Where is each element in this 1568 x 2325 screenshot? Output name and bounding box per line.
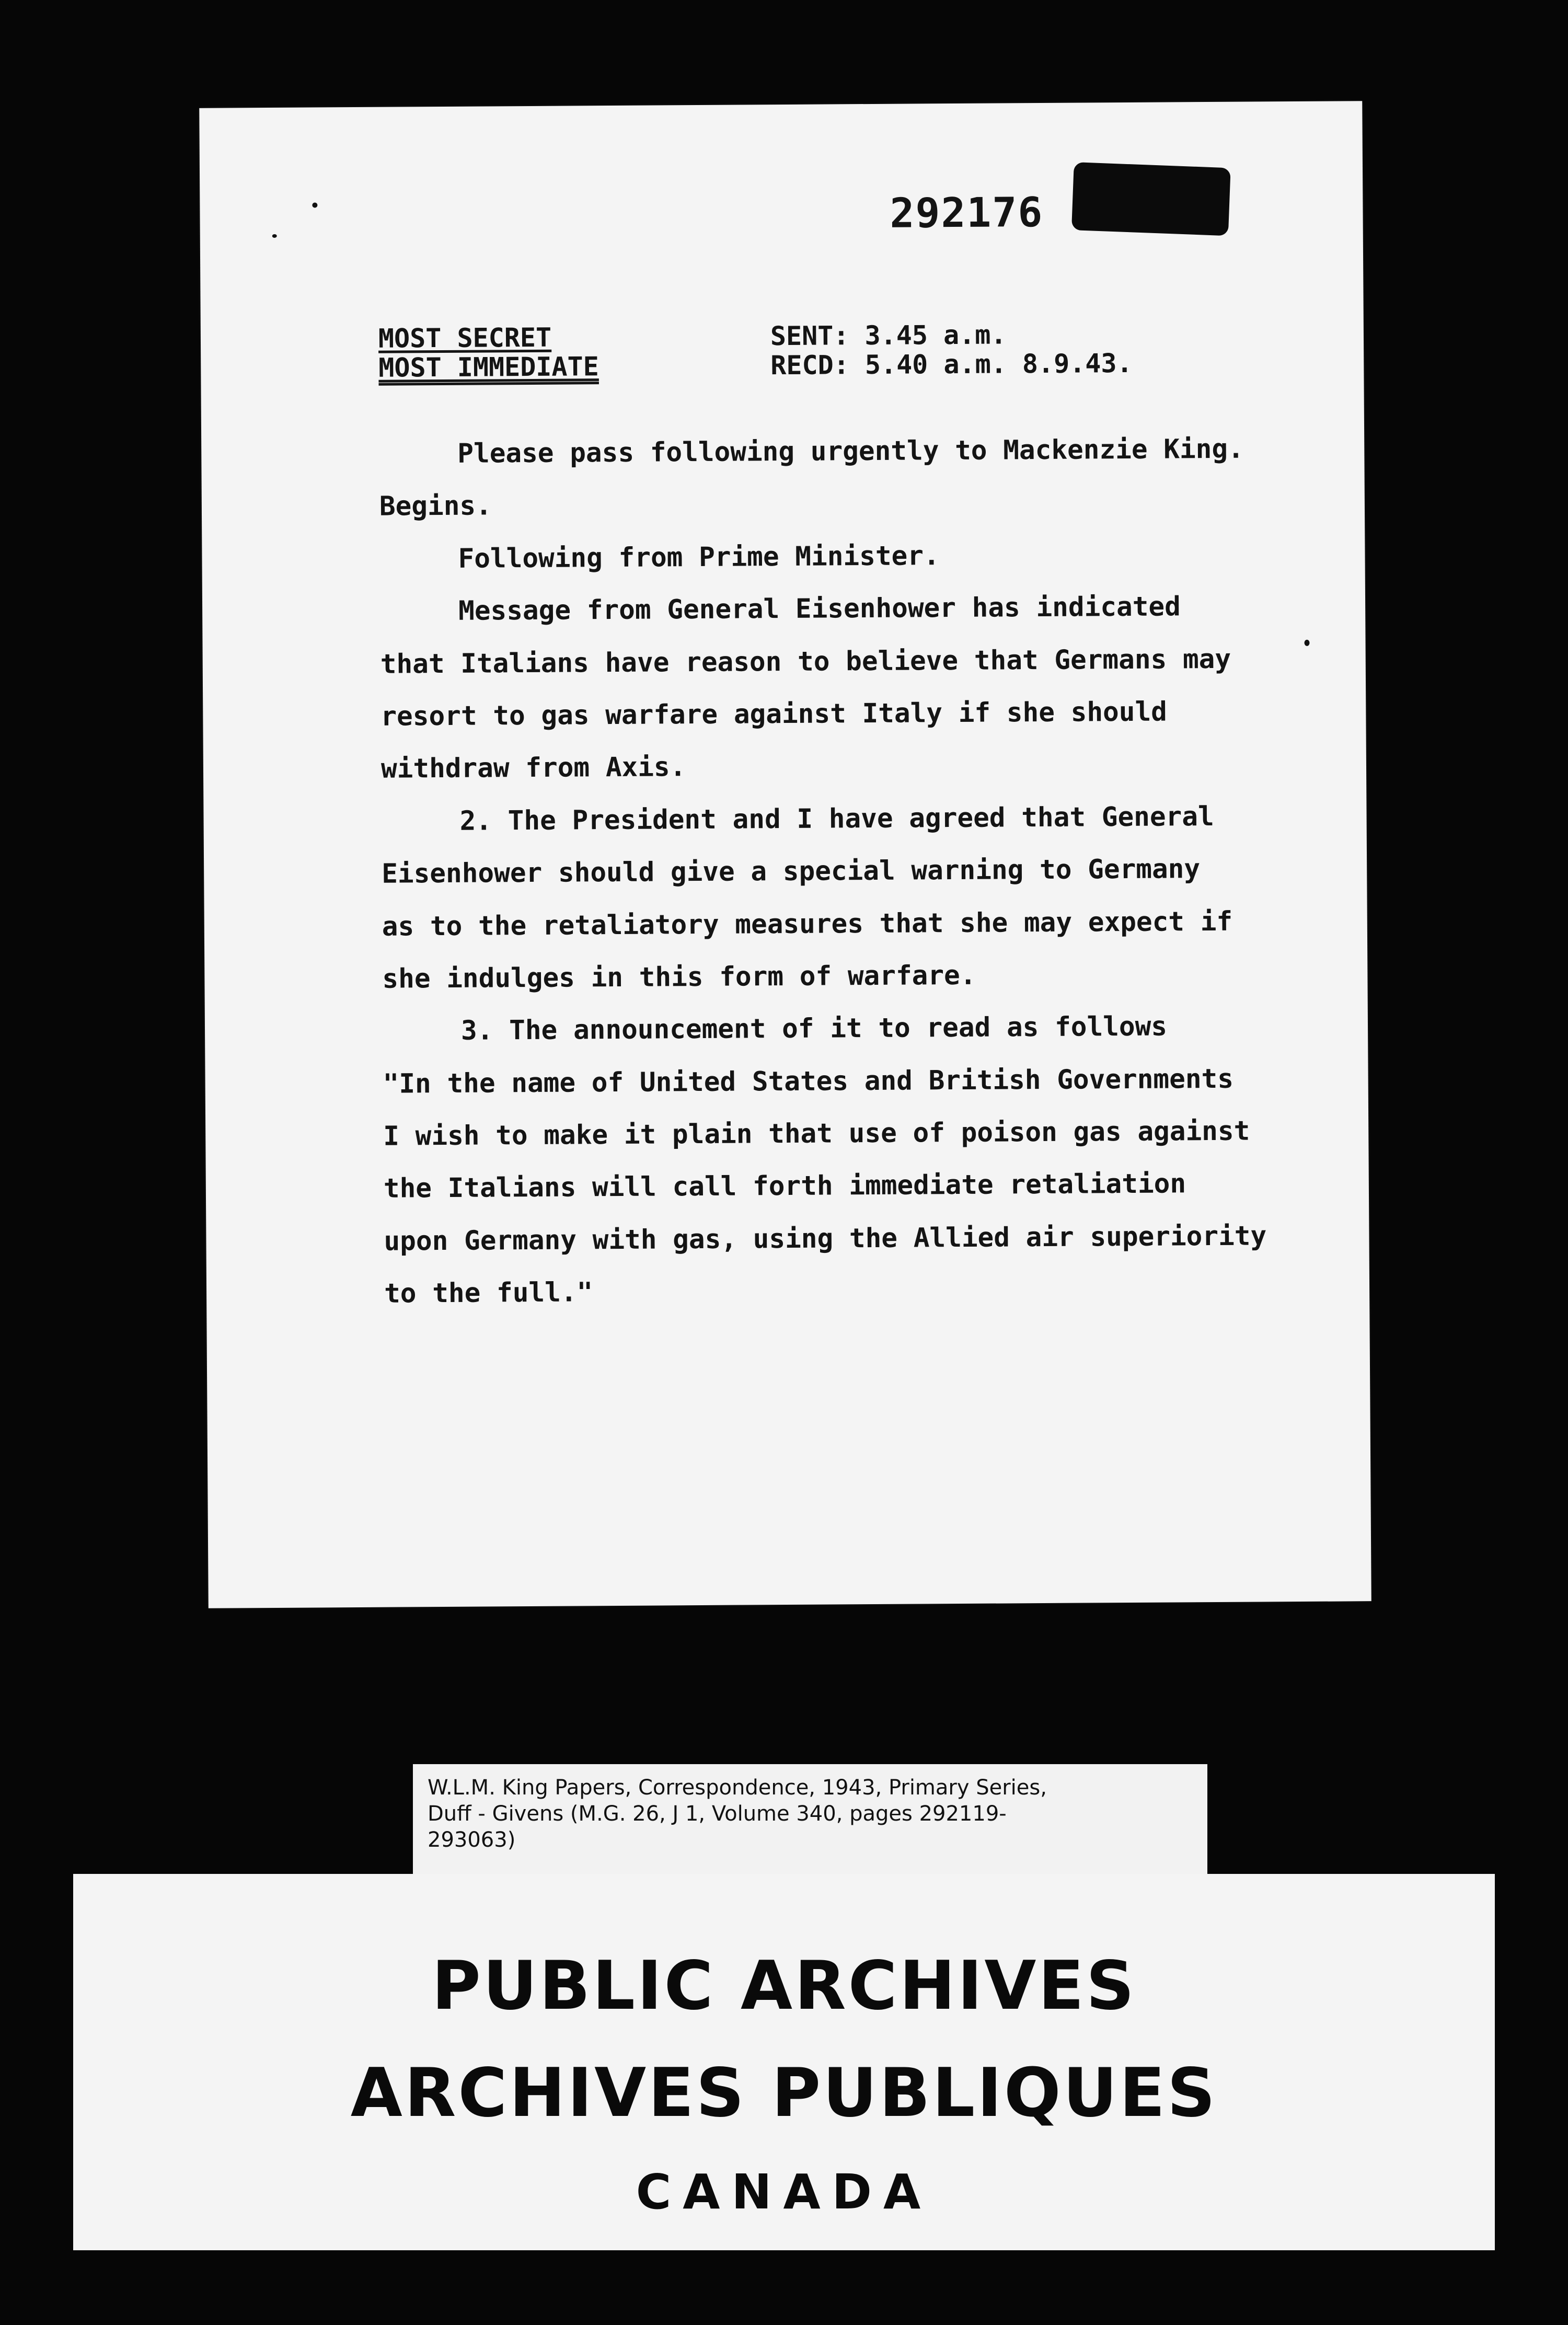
citation-line: Duff - Givens (M.G. 26, J 1, Volume 340, pages 292119- <box>428 1802 1007 1826</box>
body-line: 2. The President and I have agreed that General <box>459 801 1214 837</box>
body-line: resort to gas warfare against Italy if she should <box>381 696 1168 732</box>
ink-speck <box>312 202 317 208</box>
body-line: Please pass following urgently to Mackenzie King. <box>457 433 1244 469</box>
body-line: 3. The announcement of it to read as follows <box>460 1011 1168 1047</box>
citation-line: W.L.M. King Papers, Correspondence, 1943, Primary Series, <box>428 1776 1047 1800</box>
body-line: Begins. <box>379 490 492 523</box>
sent-time: SENT: 3.45 a.m. <box>770 319 1007 352</box>
body-line: that Italians have reason to believe that Germans may <box>380 643 1231 680</box>
citation-line: 293063) <box>428 1828 516 1852</box>
archive-label-card <box>73 1874 1495 2250</box>
archive-label-english: PUBLIC ARCHIVES <box>432 1947 1136 2025</box>
typed-letter-sheet <box>199 101 1371 1608</box>
citation-slip <box>413 1764 1207 1877</box>
body-line: Message from General Eisenhower has indicated <box>458 591 1181 627</box>
timestamp-block <box>770 319 1133 380</box>
ink-speck <box>1305 640 1310 646</box>
body-line: Eisenhower should give a special warning to Germany <box>382 854 1201 890</box>
body-line: Following from Prime Minister. <box>458 540 940 574</box>
body-line: she indulges in this form of warfare. <box>382 960 976 995</box>
classification-line: MOST SECRET <box>378 322 552 354</box>
letter-body <box>379 423 1267 1320</box>
body-line: to the full." <box>384 1277 593 1309</box>
body-line: the Italians will call forth immediate retaliation <box>383 1168 1186 1205</box>
body-line: "In the name of United States and British Governments <box>383 1063 1234 1100</box>
ink-speck <box>272 234 277 238</box>
body-line: upon Germany with gas, using the Allied air superiority <box>384 1221 1267 1257</box>
body-line: withdraw from Axis. <box>381 752 686 785</box>
classification-block <box>378 323 599 383</box>
received-time: RECD: 5.40 a.m. 8.9.43. <box>770 348 1133 381</box>
document-number: 292176 <box>890 189 1044 237</box>
archive-label-country: CANADA <box>636 2164 932 2220</box>
redaction-mark <box>1071 162 1231 236</box>
classification-line: MOST IMMEDIATE <box>378 351 599 383</box>
archive-label-french: ARCHIVES PUBLIQUES <box>350 2054 1218 2132</box>
body-line: I wish to make it plain that use of poison gas against <box>383 1115 1250 1152</box>
body-line: as to the retaliatory measures that she may expect if <box>382 906 1233 942</box>
